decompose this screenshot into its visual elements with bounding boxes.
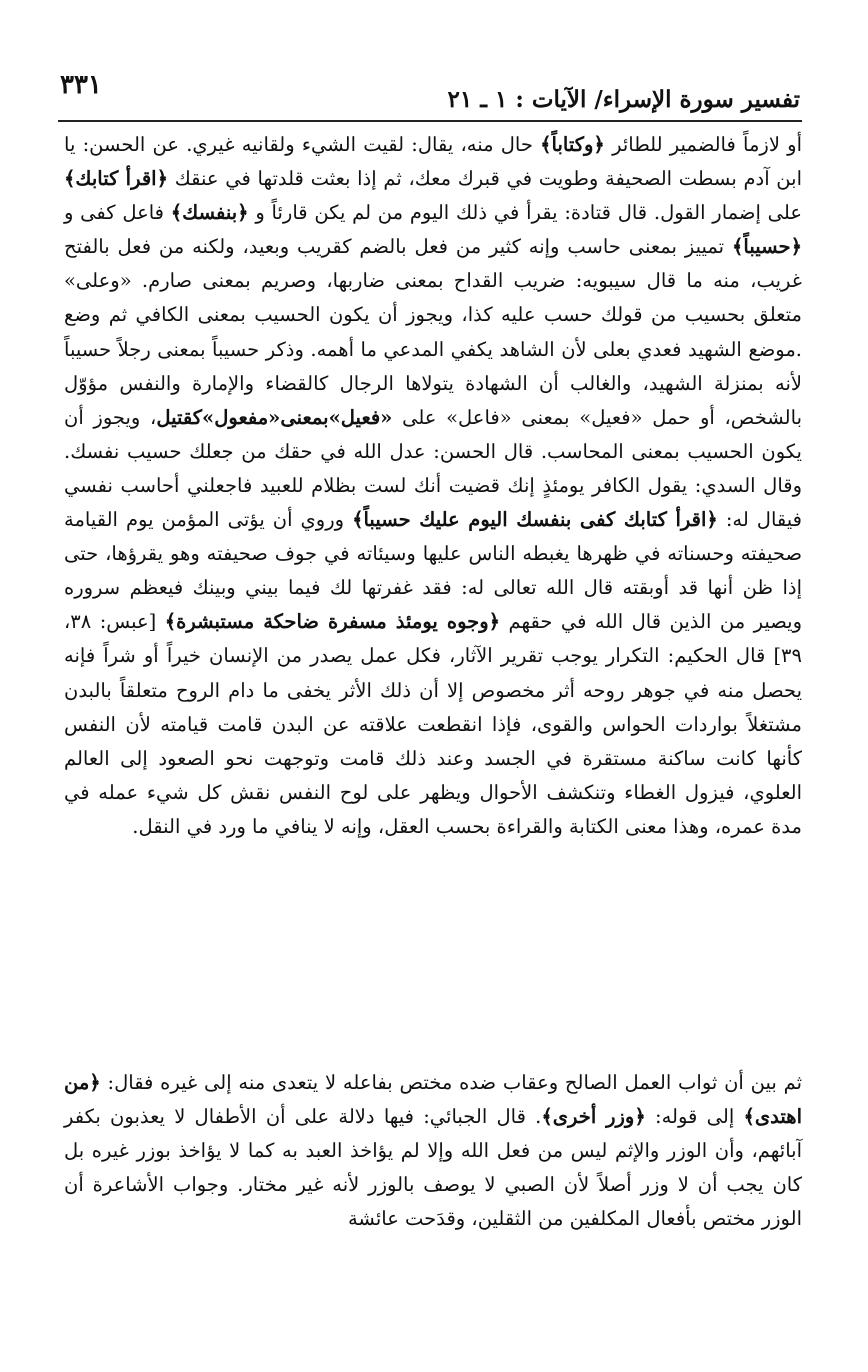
text-run: أو لازماً فالضمير للطائر [604, 133, 802, 156]
text-run: حال منه، يقال: لقيت الشيء ولقانيه غيري. عن الحسن: يا ابن آدم بسطت الصحيفة وطويت في قبرك معك، ثم إذا بعثت قلدتها في عنقك [64, 133, 803, 191]
text-run: فاعل كفى و [64, 201, 171, 225]
text-run: وروي أن يؤتى المؤمن يوم القيامة صحيفته وحسناته في ظهرها يغبطه الناس عليها وسيئاته في جوف صحيفته وهو يقرؤها، حتى إذا ظن أنها قد أوبقته قال الله تعالى له: فقد غفرتها لك فيما بيني وبينك فيعظم سروره ويصير من الذين قال الله في حقهم [64, 508, 802, 634]
quoted-verse: ﴿وجوه يومئذ مسفرة ضاحكة مستبشرة﴾ [164, 610, 501, 634]
quoted-verse: ﴿بنفسك﴾ [170, 201, 249, 225]
commentary-block-2 [64, 1066, 802, 1236]
quoted-verse: ﴿من اهتدى﴾ [64, 1071, 802, 1128]
quoted-verse: ﴿وكتاباً﴾ [540, 133, 605, 156]
text-run: ، ويجوز أن يكون الحسيب بمعنى المحاسب. قال الحسن: عدل الله في حقك من جعلك حسيب نفسك. وقال السدي: يقول الكافر يومئذٍ إنك قضيت أنك لست بظلام للعبيد فاجعلني أحاسب نفسي فيقال له: [64, 405, 802, 532]
text-run: على إضمار القول. قال قتادة: يقرأ في ذلك اليوم من لم يكن قارئاً و [248, 201, 802, 225]
running-title: تفسير سورة الإسراء/ الآيات : ١ ـ ٢١ [447, 86, 800, 113]
quoted-verse: «فعيل»بمعنى«مفعول»كقتيل [156, 405, 393, 429]
quoted-verse: ﴿حسيباً﴾ [731, 235, 802, 259]
page-number: ٣٣١ [60, 70, 102, 100]
text-run: [عبس: ٣٨، ٣٩] قال الحكيم: التكرار يوجب تقرير الآثار، فكل عمل يصدر من الإنسان خيراً أو شراً فإنه يحصل منه في جوهر روحه أثر مخصوص إلا أن ذلك الأثر يخفى ما دام الروح متعلقاً بالبدن مشتغلاً بواردات الحواس والقوى، فإذا انقطعت علاقته عن البدن قامت قيامته لأن النفس كأنها كانت ساكنة مستقرة في الجسد وعند ذلك قامت وتوجهت نحو الصعود إلى العالم العلوي، فيزول الغطاء وتنكشف الأحوال ويظهر على لوح النفس نقش كل شيء عمله في مدة عمره، وهذا معنى الكتابة والقراءة بحسب العقل، وإنه لا ينافي ما ورد في النقل. [64, 610, 802, 838]
paragraph [64, 1066, 802, 1236]
quoted-verse: ﴿اقرأ كتابك كفى بنفسك اليوم عليك حسيباً﴾ [352, 508, 718, 532]
quoted-verse: ﴿وزر أخرى﴾ [541, 1105, 646, 1128]
header-rule [58, 120, 802, 122]
text-run: إلى قوله: [645, 1105, 744, 1128]
text-run: . قال الجبائي: فيها دلالة على أن الأطفال لا يعذبون بكفر آبائهم، وأن الوزر والإثم ليس من فعل الله وإلا لم يؤاخذ العبد به كما لا يؤاخذ بوزر غيره بل كان يجب أن لا وزر أصلاً لأن الصبي لا يوصف بالوزر لأنه غير مختار. وجواب الأشاعرة أن الوزر مختص بأفعال المكلفين من الثقلين، وقدَحت عائشة [64, 1105, 802, 1230]
text-run: ثم بين أن ثواب العمل الصالح وعقاب ضده مختص بفاعله لا يتعدى منه إلى غيره فقال: [100, 1071, 802, 1094]
commentary-block-1 [64, 128, 802, 844]
paragraph [64, 128, 802, 844]
text-run: تمييز بمعنى حاسب وإنه كثير من فعل بالضم كقريب وبعيد، ولكنه من فعل بالفتح غريب، منه ما قال سيبويه: ضريب القداح بمعنى ضاربها، وصريم بمعنى صارم. «وعلى» متعلق بحسيب من قولك حسب عليه كذا، ويجوز أن يكون الحسيب بمعنى الكافي ثم وضع .موضع الشهيد فعدي بعلى لأن الشاهد يكفي المدعي ما أهمه. وذكر حسيباً بمعنى رجلاً حسيباً لأنه بمنزلة الشهيد، والغالب أن الشهادة يتولاها الرجال كالقضاء والإمارة والنفس مؤوّل بالشخص، أو حمل «فعيل» بمعنى «فاعل» على [64, 235, 802, 429]
page-header [60, 66, 800, 118]
quoted-verse: ﴿اقرأ كتابك﴾ [64, 167, 169, 191]
